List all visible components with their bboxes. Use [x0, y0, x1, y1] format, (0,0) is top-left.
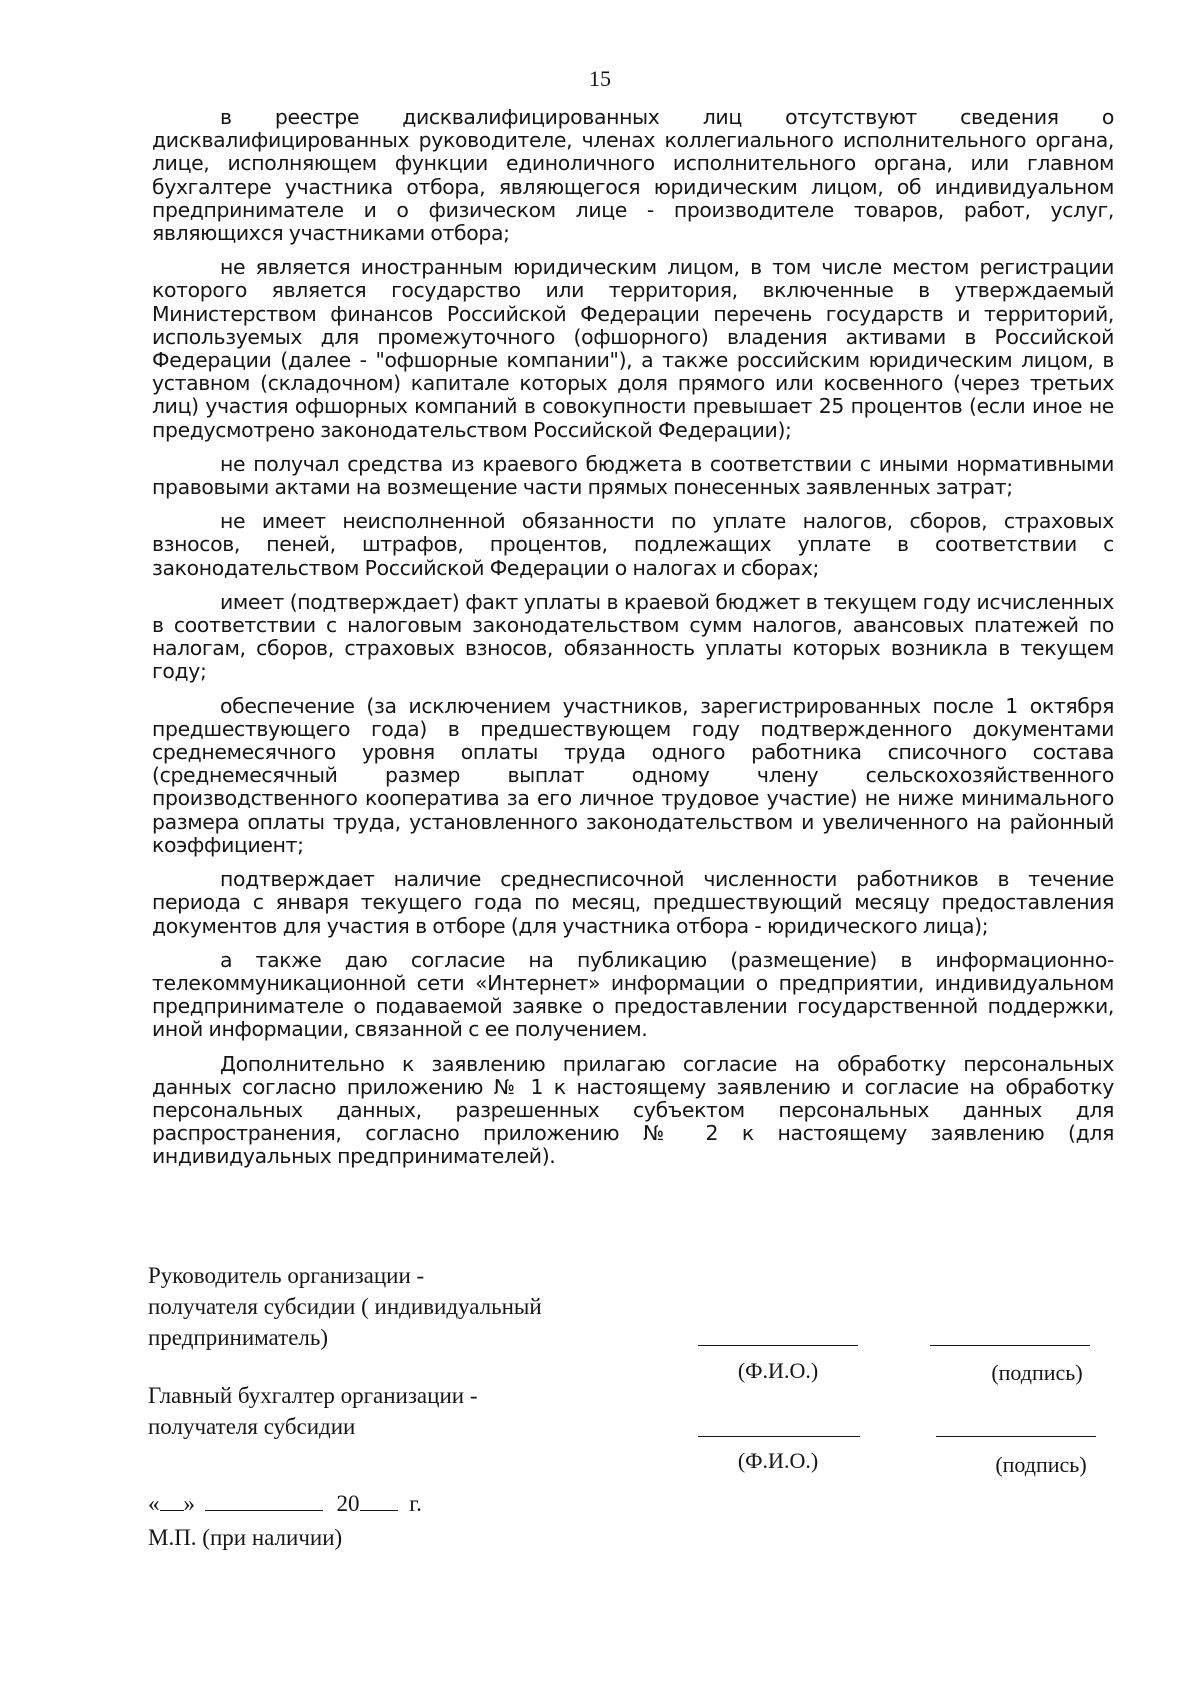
paragraph-tax-payment-confirmed: имеет (подтверждает) факт уплаты в краевой бюджет в текущем году исчисленных в соответствии с налоговым законодательством сумм налогов, авансовых платежей по налогам, сборов, страховых взносов, обязанность уплаты которых возникла в текущем году; — [152, 589, 1114, 684]
head-label-line: получателя субсидии ( индивидуальный — [148, 1294, 542, 1319]
month-blank — [205, 1492, 323, 1511]
stamp-note: М.П. (при наличии) — [148, 1525, 343, 1550]
head-signature-label — [148, 1260, 542, 1353]
year-prefix: 20 — [336, 1491, 360, 1516]
year-blank — [360, 1492, 398, 1511]
head-signature-line — [930, 1345, 1090, 1346]
paragraph-no-tax-debt: не имеет неисполненной обязанности по уплате налогов, сборов, страховых взносов, пеней, штрафов, процентов, подлежащих уплате в соответствии с законодательством Российской Федерации о налогах и сборах; — [152, 509, 1114, 580]
year-suffix: г. — [409, 1491, 422, 1516]
head-label-line: Руководитель организации - — [148, 1263, 425, 1288]
accountant-signature-line — [936, 1436, 1096, 1437]
head-signature-caption: (подпись) — [991, 1360, 1083, 1385]
head-fio-caption: (Ф.И.О.) — [737, 1358, 819, 1383]
date-open-quote: « — [148, 1491, 160, 1516]
accountant-signature-label — [148, 1380, 477, 1442]
paragraph-personal-data-consent: Дополнительно к заявлению прилагаю согласие на обработку персональных данных согласно приложению № 1 к настоящему заявлению и согласие на обработку персональных данных, разрешенных субъектом персональных данных для распространения, согласно приложению № 2 к настоящему заявлению (для индивидуальных предпринимателей). — [152, 1051, 1114, 1169]
head-label-line: предприниматель) — [148, 1325, 329, 1350]
paragraph-publication-consent: а также даю согласие на публикацию (размещение) в информационно-телекоммуникационной сети «Интернет» информации о предприятии, индивидуальном предпринимателе о подаваемой заявке о предоставлении государственной поддержки, иной информации, связанной с ее получением. — [152, 947, 1114, 1042]
accountant-signature-caption: (подпись) — [995, 1452, 1087, 1477]
date-line — [148, 1490, 422, 1518]
day-blank — [160, 1492, 184, 1511]
paragraph-disqualified-registry: в реестре дисквалифицированных лиц отсутствуют сведения о дисквалифицированных руководителе, членах коллегиального исполнительного органа, лице, исполняющем функции единоличного исполнительного органа, или главном бухгалтере участника отбора, являющегося юридическим лицом, об индивидуальном предпринимателе и о физическом лице - производителе товаров, работ, услуг, являющихся участниками отбора; — [152, 105, 1114, 246]
accountant-fio-line — [698, 1436, 860, 1437]
paragraph-no-other-budget-funds: не получал средства из краевого бюджета в соответствии с иными нормативными правовыми актами на возмещение части прямых понесенных заявленных затрат; — [152, 451, 1114, 500]
paragraph-not-foreign-entity: не является иностранным юридическим лицом, в том числе местом регистрации которого является государство или территория, включенные в утверждаемый Министерством финансов Российской Федерации перечень государств и территорий, используемых для промежуточного (офшорного) владения активами в Российской Федерации (далее - "офшорные компании"), а также российским юридическим лицом, в уставном (складочном) капитале которых доля прямого или косвенного (через третьих лиц) участия офшорных компаний в совокупности превышает 25 процентов (если иное не предусмотрено законодательством Российской Федерации); — [152, 255, 1114, 442]
paragraph-headcount: подтверждает наличие среднесписочной численности работников в течение периода с января текущего года по месяц, предшествующий месяцу предоставления документов для участия в отборе (для участника отбора - юридического лица); — [152, 867, 1114, 938]
date-close-quote: » — [183, 1491, 195, 1516]
accountant-label-line: Главный бухгалтер организации - — [148, 1383, 478, 1408]
accountant-fio-caption: (Ф.И.О.) — [737, 1448, 819, 1473]
page-number: 15 — [589, 66, 611, 91]
head-fio-line — [698, 1345, 858, 1346]
paragraph-minimum-wage: обеспечение (за исключением участников, зарегистрированных после 1 октября предшествующего года) в предшествующем году подтвержденного документами среднемесячного уровня оплаты труда одного работника списочного состава (среднемесячный размер выплат одному члену сельскохозяйственного производственного кооператива за его личное трудовое участие) не ниже минимального размера оплаты труда, установленного законодательством и увеличенного на районный коэффициент; — [152, 693, 1114, 857]
accountant-label-line: получателя субсидии — [148, 1414, 356, 1439]
body-text — [152, 106, 1114, 1180]
